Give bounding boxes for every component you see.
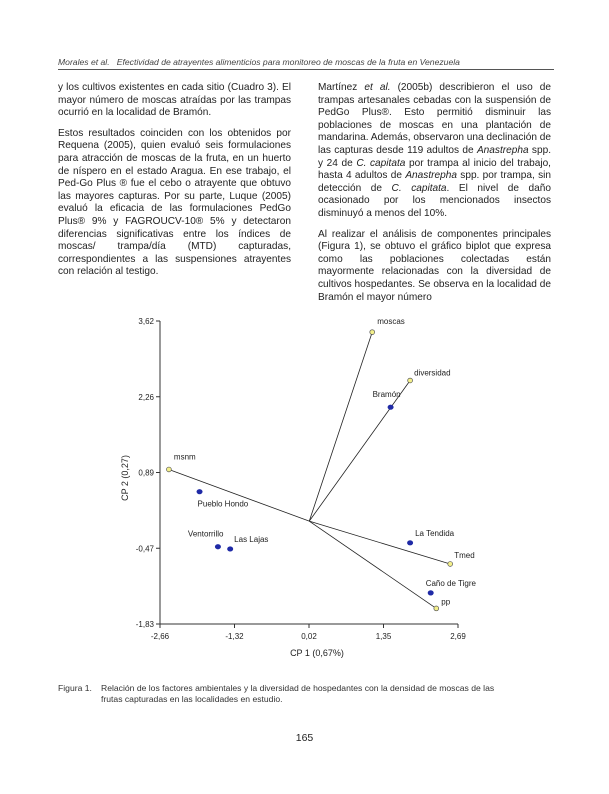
vector-line <box>309 332 372 521</box>
chart-axes <box>136 317 467 641</box>
x-axis-label: CP 1 (0,67%) <box>290 648 344 658</box>
biplot-chart <box>100 308 540 668</box>
site-label: Ventorrillo <box>187 529 224 539</box>
vector-line <box>309 521 450 564</box>
left-paragraph-1: y los cultivos existentes en cada sitio (Cuadro 3). El mayor número de moscas atraídas por las trampas ocurrió en la localidad de Bramón. <box>58 82 291 119</box>
site-point <box>215 544 221 549</box>
left-column <box>58 82 291 287</box>
x-tick-label: -2,66 <box>150 632 170 641</box>
caption-line-1: Relación de los factores ambientales y la diversidad de hospedantes con la densidad de moscas de las <box>101 683 495 693</box>
y-tick-label: 0,89 <box>138 468 154 478</box>
site-point <box>388 405 394 410</box>
figure-caption <box>58 683 554 705</box>
header-rule <box>58 69 554 70</box>
vector-label: msnm <box>173 452 196 462</box>
site-label: Pueblo Hondo <box>197 499 249 509</box>
vector-endpoint <box>167 467 172 472</box>
y-tick-label: -0,47 <box>135 544 154 554</box>
y-tick-label: 3,62 <box>138 317 154 326</box>
chart-vectors <box>167 317 475 611</box>
vector-line <box>309 380 410 521</box>
site-point <box>428 590 434 595</box>
site-label: Bramón <box>372 390 401 400</box>
left-paragraph-2: Estos resultados coinciden con los obtenidos por Requena (2005), quien evaluó seis formulaciones para atracción de moscas de la fruta, en un huerto de níspero en el estado Aragua. En ese trabajo, el Ped-Go Plus ® fue el cebo o atrayente que obtuvo las mayores capturas. Por su parte, Luque (2005) evaluó la eficacia de las formulaciones PedGo Plus® 9% y FAGROUCV-10® 5% y detectaron diferencias significativas entre los índices de moscas/ trampa/día (MTD) capturadas, correspondientes a las suspensiones atrayentes con relación al testigo. <box>58 127 291 278</box>
site-point <box>407 540 413 545</box>
biplot-figure <box>100 308 540 668</box>
site-label: Las Lajas <box>234 534 269 544</box>
y-tick-label: -1,83 <box>135 620 154 629</box>
x-tick-label: 1,35 <box>375 632 392 641</box>
page-number: 165 <box>295 732 314 744</box>
site-point <box>197 489 203 494</box>
x-tick-label: -1,32 <box>225 632 244 641</box>
site-point <box>227 546 233 551</box>
right-column <box>318 82 551 312</box>
y-axis-label: CP 2 (0,27) <box>120 455 130 501</box>
vector-label: pp <box>441 597 451 607</box>
vector-endpoint <box>434 606 439 611</box>
vector-label: diversidad <box>414 368 451 378</box>
vector-endpoint <box>370 330 375 335</box>
vector-endpoint <box>408 378 413 383</box>
vector-line <box>169 469 309 521</box>
site-label: La Tendida <box>415 528 455 538</box>
caption-line-2: frutas capturadas en las localidades en estudio. <box>101 694 283 704</box>
running-header <box>58 57 554 67</box>
header-title: Efectividad de atrayentes alimenticios para monitoreo de moscas de la fruta en Venezuela <box>116 57 460 67</box>
x-tick-label: 2,69 <box>450 632 466 641</box>
header-authors: Morales et al. <box>58 57 110 67</box>
right-paragraph-1: Martínez et al. (2005b) describieron el uso de trampas artesanales cebadas con la suspensión de PedGo Plus®. Esto permitió disminuir las poblaciones de moscas en una plantación de mandarina. Además, observaron una declinación de las capturas desde 119 adultos de Anastrepha spp. y 24 de C. capitata por trampa al inicio del trabajo, hasta 4 adultos de Anastrepha spp. por trampa, sin detección de C. capitata. El nivel de daño ocasionado por los mencionados insectos disminuyó a menos del 10%. <box>318 82 551 219</box>
site-label: Caño de Tigre <box>425 578 476 588</box>
vector-endpoint <box>448 562 453 567</box>
caption-label: Figura 1. <box>58 683 92 693</box>
vector-label: moscas <box>377 317 405 327</box>
chart-points <box>188 390 477 595</box>
vector-label: Tmed <box>454 550 475 560</box>
x-tick-label: 0,02 <box>301 632 317 641</box>
y-tick-label: 2,26 <box>138 392 154 402</box>
right-paragraph-2: Al realizar el análisis de componentes principales (Figura 1), se obtuvo el gráfico biplot que expresa como las poblaciones colectadas están mayormente relacionadas con la diversidad de cultivos hospedantes. Se observa en la localidad de Bramón el mayor número <box>318 228 551 303</box>
